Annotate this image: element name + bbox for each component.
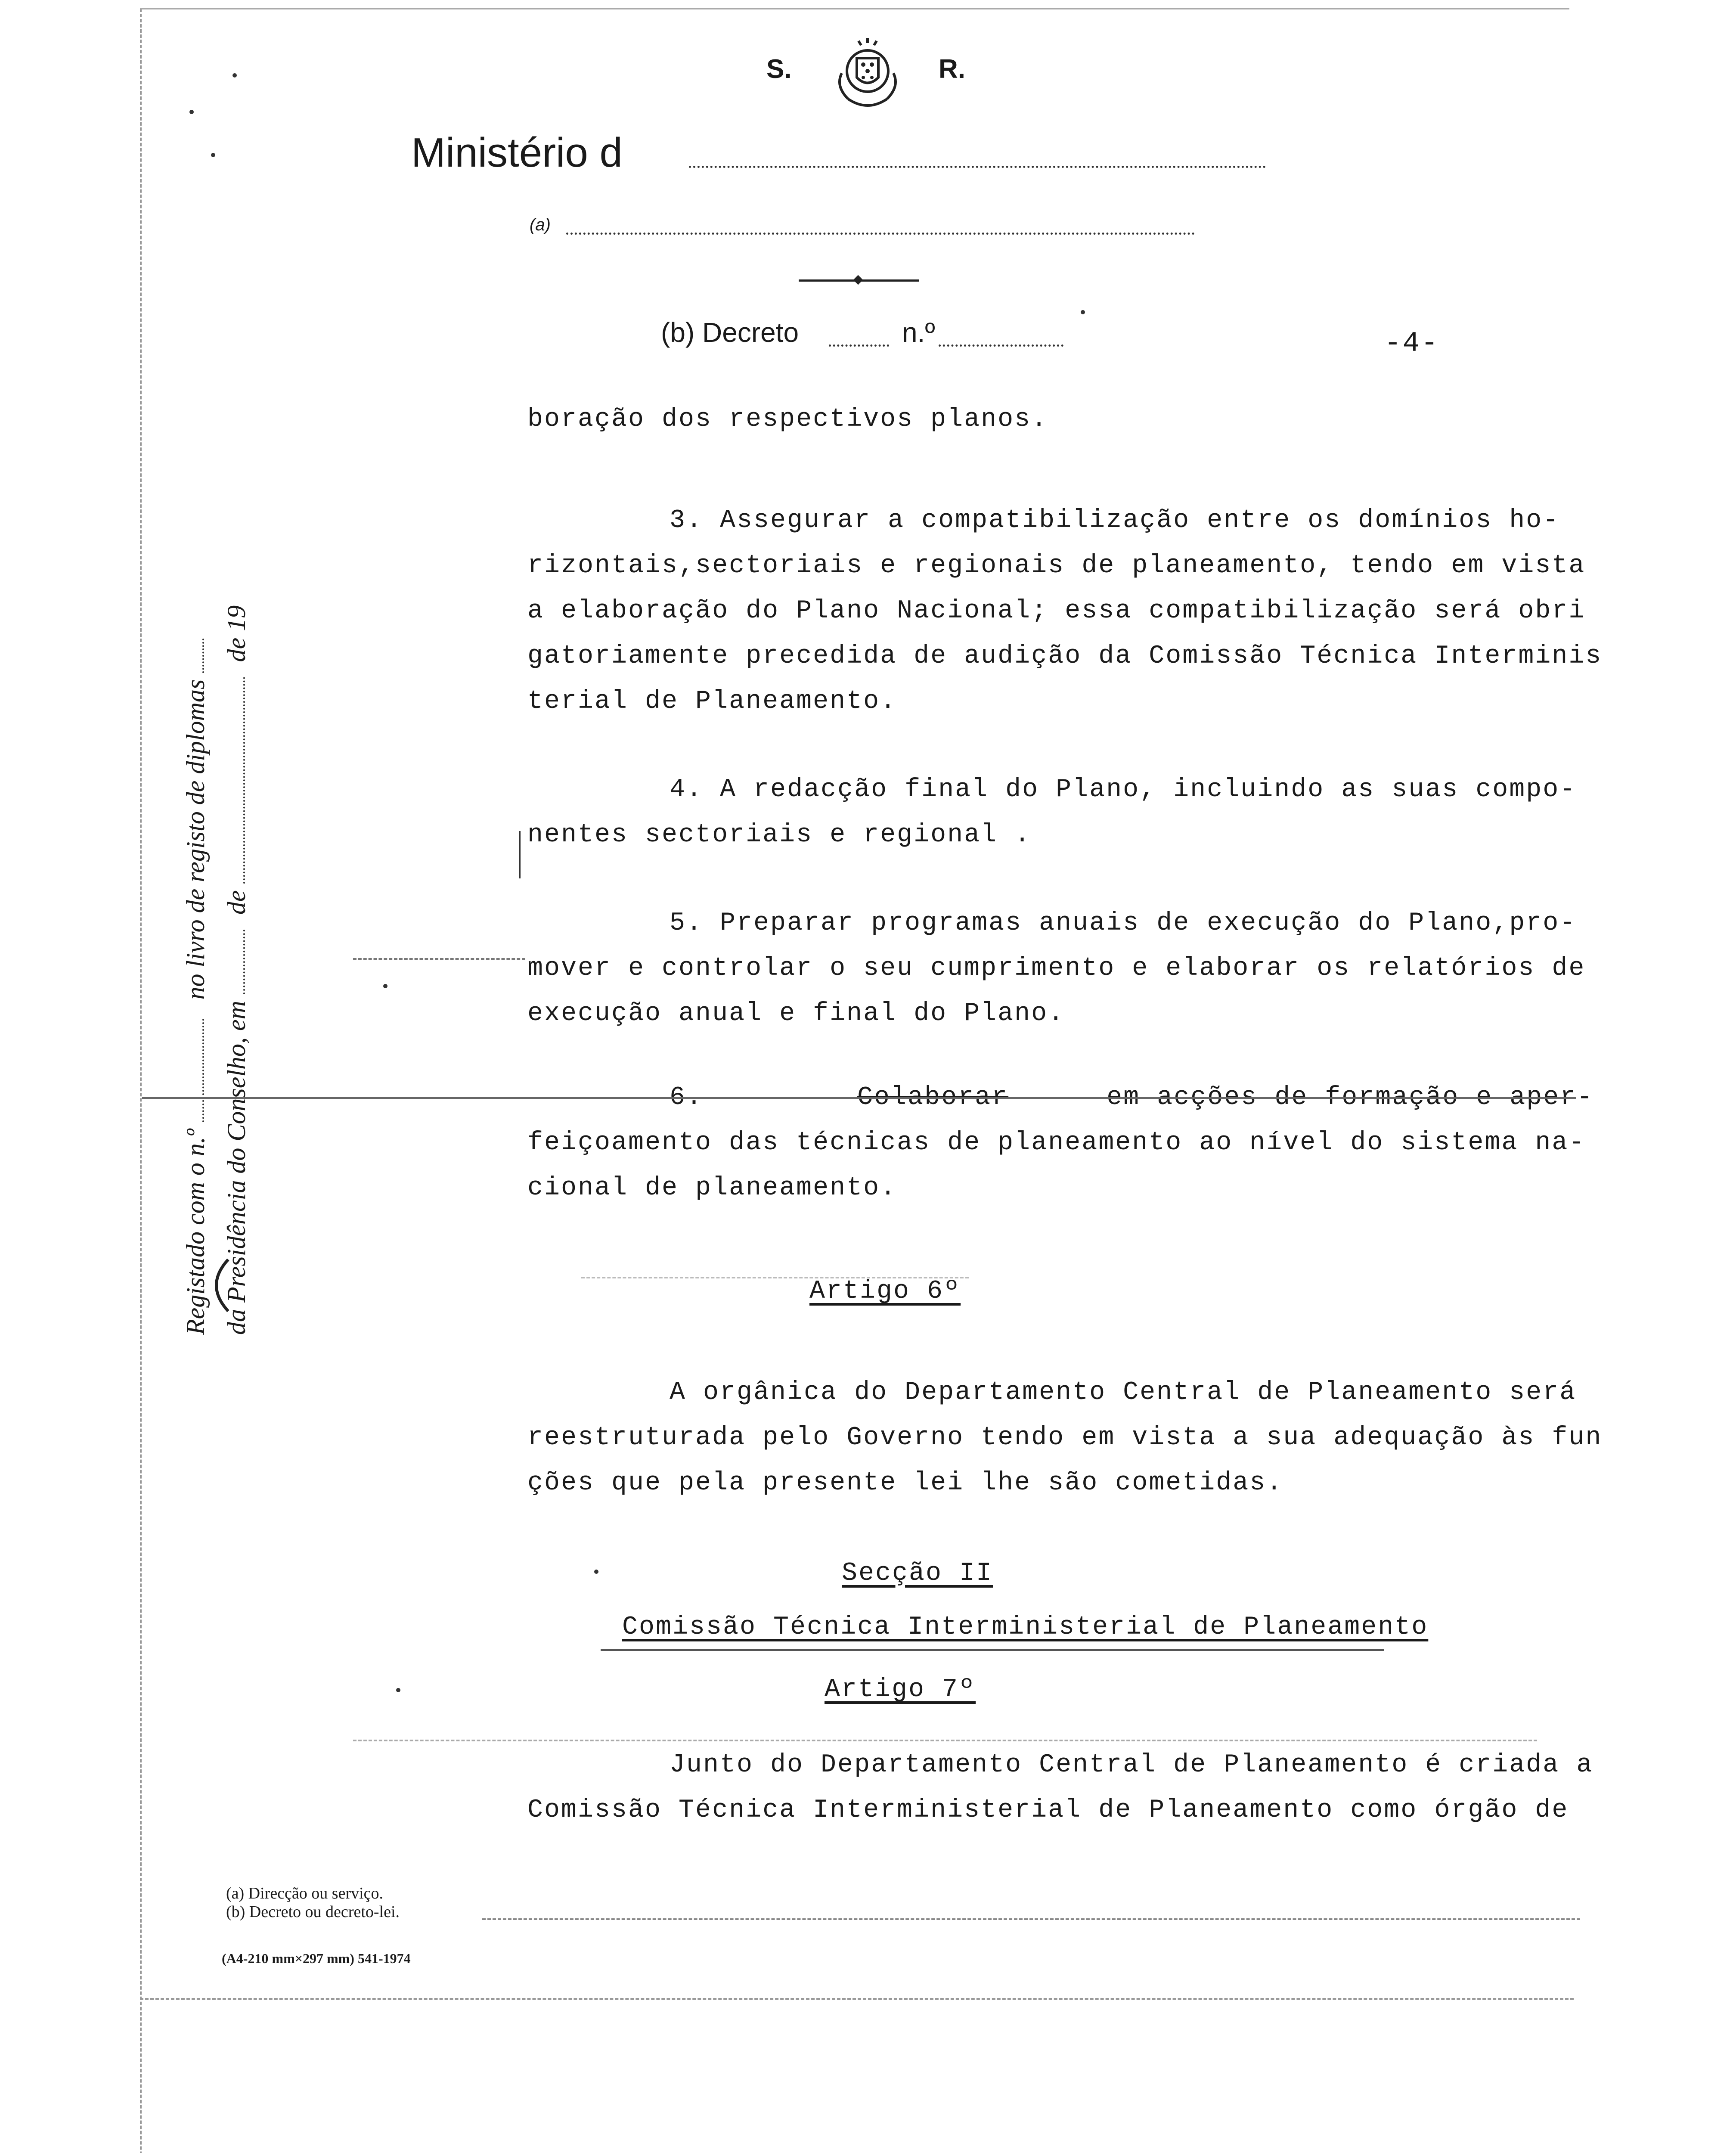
stamp-registered-label: Registado com o n.º bbox=[181, 1129, 210, 1335]
fold-line bbox=[353, 958, 525, 960]
artigo-7-heading: Artigo 7º bbox=[825, 1675, 976, 1704]
print-reference: (A4-210 mm×297 mm) 541-1974 bbox=[222, 1951, 411, 1966]
paper-speck bbox=[594, 1570, 598, 1574]
registration-side-stamp bbox=[181, 474, 267, 1335]
item-3-line: rizontais,sectoriais e regionais de planeamento, tendo em vista bbox=[527, 551, 1586, 580]
artigo-6-line: A orgânica do Departamento Central de Planeamento será bbox=[670, 1378, 1577, 1407]
fold-line bbox=[353, 1740, 1537, 1741]
artigo-6-line: ções que pela presente lei lhe são cometidas. bbox=[527, 1468, 1283, 1498]
left-binding-edge bbox=[140, 9, 142, 2153]
paragraph-continuation: boração dos respectivos planos. bbox=[527, 405, 1048, 434]
item-5-line: execução anual e final do Plano. bbox=[527, 999, 1065, 1028]
paper-speck bbox=[396, 1688, 400, 1692]
stamp-register-book-label: no livro de registo de diplomas bbox=[181, 679, 210, 1000]
item-4-line: 4. A redacção final do Plano, incluindo as suas compo- bbox=[670, 775, 1577, 804]
top-edge-line bbox=[140, 8, 1569, 9]
margin-tick bbox=[519, 831, 521, 878]
item-3-line: 3. Assegurar a compatibilização entre os domínios ho- bbox=[670, 506, 1560, 535]
footnote-rule bbox=[482, 1918, 1580, 1920]
item-5-line: mover e controlar o seu cumprimento e elaborar os relatórios de bbox=[527, 954, 1586, 983]
item-6-number: 6. bbox=[670, 1083, 704, 1112]
stamp-bracket bbox=[202, 1257, 232, 1313]
item-6-line: feiçoamento das técnicas de planeamento ao nível do sistema na- bbox=[527, 1128, 1586, 1157]
field-a-label: (a) bbox=[530, 215, 551, 234]
paper-speck bbox=[1081, 310, 1085, 314]
artigo-7-line: Comissão Técnica Interministerial de Planeamento como órgão de bbox=[527, 1796, 1569, 1825]
number-label: n.º bbox=[902, 317, 935, 348]
decree-fill-line bbox=[829, 344, 889, 347]
item-3-line: gatoriamente precedida de audição da Comissão Técnica Interminis bbox=[527, 642, 1603, 671]
seccao-heading: Secção II bbox=[842, 1559, 993, 1588]
artigo-6-heading: Artigo 6º bbox=[809, 1277, 961, 1306]
letterhead-s: S. bbox=[766, 54, 792, 84]
item-4-line: nentes sectoriais e regional . bbox=[527, 820, 1032, 850]
header-ornament-rule bbox=[799, 278, 919, 282]
letterhead-r: R. bbox=[939, 54, 965, 84]
artigo-6-line: reestruturada pelo Governo tendo em vista a sua adequação às fun bbox=[527, 1423, 1603, 1452]
item-6-struck-word: Colaborar bbox=[857, 1083, 1009, 1112]
seccao-title-rule bbox=[601, 1649, 1384, 1651]
margin-mark bbox=[211, 153, 215, 157]
seccao-title: Comissão Técnica Interministerial de Planeamento bbox=[622, 1613, 1429, 1642]
field-a-fill-line bbox=[566, 233, 1195, 235]
stamp-de-label: de bbox=[222, 890, 251, 915]
artigo-7-line: Junto do Departamento Central de Planeamento é criada a bbox=[670, 1750, 1593, 1780]
item-6-line1-rest: em acções de formação e aper- bbox=[1107, 1083, 1594, 1112]
margin-mark bbox=[189, 110, 194, 114]
item-5-line: 5. Preparar programas anuais de execução do Plano,pro- bbox=[670, 909, 1577, 938]
footnote-b: (b) Decreto ou decreto-lei. bbox=[226, 1903, 400, 1921]
ministry-fill-line bbox=[689, 166, 1266, 168]
number-fill-line bbox=[939, 344, 1063, 347]
item-3-line: terial de Planeamento. bbox=[527, 687, 897, 716]
page-bottom-edge bbox=[140, 1998, 1574, 2000]
fold-line bbox=[142, 1097, 1576, 1099]
item-6-line: cional de planeamento. bbox=[527, 1173, 897, 1203]
paper-speck bbox=[383, 984, 388, 988]
coat-of-arms-icon bbox=[831, 34, 904, 112]
margin-mark bbox=[232, 73, 237, 78]
stamp-presidency-label: da Presidência do Conselho, em bbox=[222, 1001, 251, 1335]
footnote-a: (a) Direcção ou serviço. bbox=[226, 1884, 384, 1902]
item-3-line: a elaboração do Plano Nacional; essa compatibilização será obri bbox=[527, 596, 1586, 626]
page-number: -4- bbox=[1384, 327, 1439, 360]
stamp-year-label: de 19 bbox=[222, 605, 251, 662]
ministry-label: Ministério d bbox=[411, 130, 623, 176]
decree-label: (b) Decreto bbox=[661, 317, 799, 348]
